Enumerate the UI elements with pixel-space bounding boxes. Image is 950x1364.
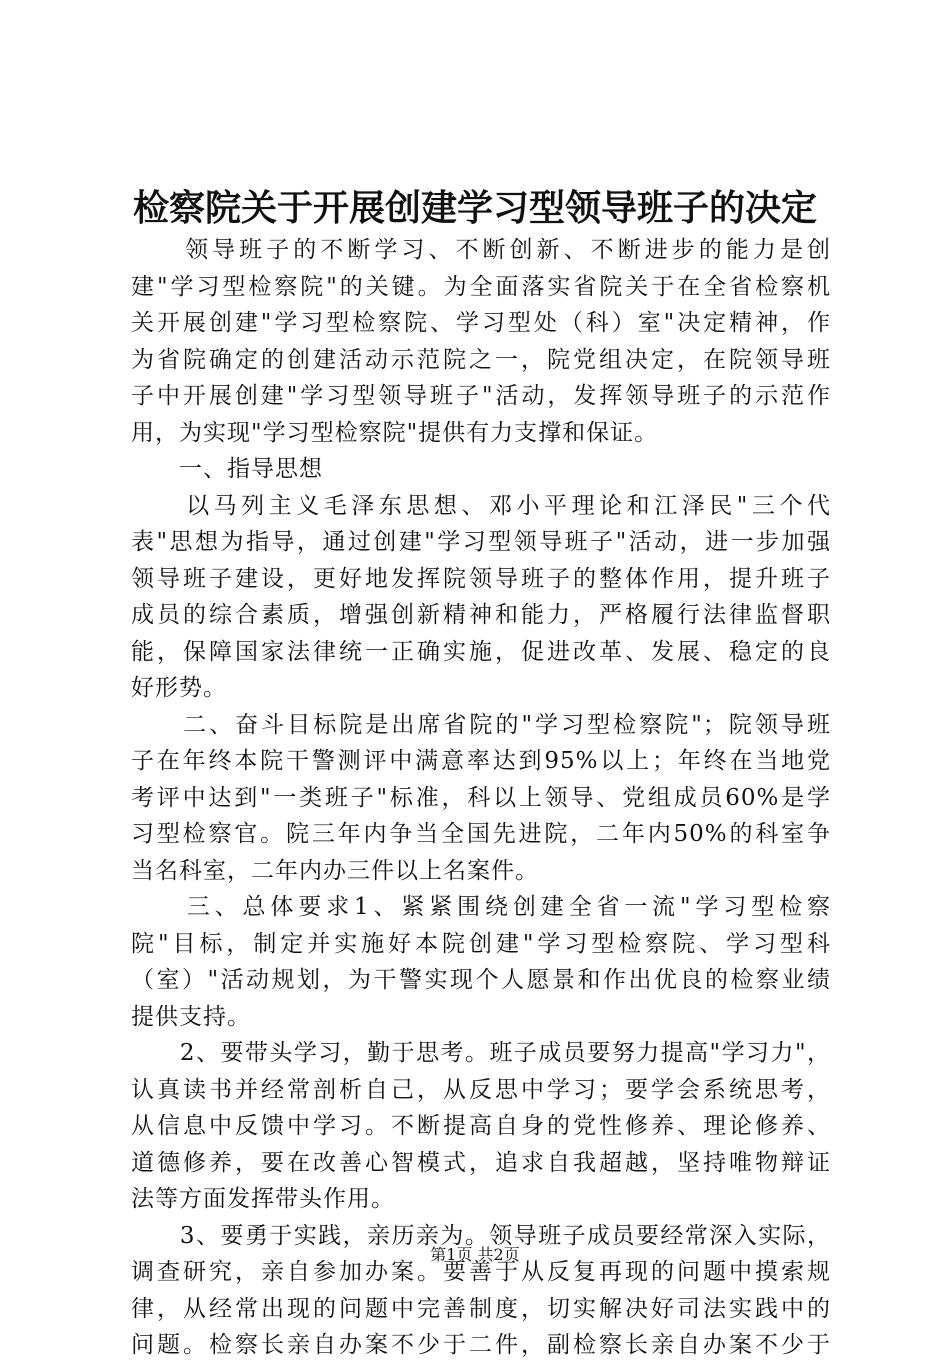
text-line: （室）"活动规划，为干警实现个人愿景和作出优良的检察业绩 [131, 967, 831, 993]
text-line: 三、总体要求1、紧紧围绕创建全省一流"学习型检察 [131, 894, 831, 920]
text-line: 为省院确定的创建活动示范院之一，院党组决定，在院领导班 [131, 346, 831, 373]
text-line: 领导班子的不断学习、不断创新、不断进步的能力是创 [131, 237, 831, 263]
text-line: 好形势。 [131, 675, 227, 701]
text-line: 子在年终本院干警测评中满意率达到95%以上；年终在当地党 [131, 748, 831, 774]
text-line: 子中开展创建"学习型领导班子"活动，发挥领导班子的示范作 [131, 383, 831, 409]
text-line: 考评中达到"一类班子"标准，科以上领导、党组成员60%是学 [131, 784, 831, 811]
text-line: 当名科室，二年内办三件以上名案件。 [131, 857, 539, 884]
text-line: 提供支持。 [131, 1003, 251, 1030]
text-line: 习型检察官。院三年内争当全国先进院，二年内50%的科室争 [131, 821, 831, 847]
text-line: 院"目标，制定并实施好本院创建"学习型检察院、学习型科 [131, 930, 831, 957]
text-line: 成员的综合素质，增强创新精神和能力，严格履行法律监督职 [131, 602, 831, 628]
document-title: 检察院关于开展创建学习型领导班子的决定 [132, 187, 817, 229]
text-line: 法等方面发挥带头作用。 [131, 1186, 395, 1212]
text-line: 用，为实现"学习型检察院"提供有力支撑和保证。 [131, 419, 659, 446]
text-line: 问题。检察长亲自办案不少于二件，副检察长亲自办案不少于 [131, 1332, 831, 1358]
text-line: 一、指导思想 [131, 456, 323, 482]
text-line: 2、要带头学习，勤于思考。班子成员要努力提高"学习力"， [131, 1040, 831, 1066]
text-line: 关开展创建"学习型检察院、学习型处（科）室"决定精神，作 [131, 310, 831, 336]
text-line: 调查研究，亲自参加办案。要善于从反复再现的问题中摸索规 [131, 1259, 831, 1285]
text-line: 能，保障国家法律统一正确实施，促进改革、发展、稳定的良 [131, 638, 831, 665]
page-footer: 第1页 共2页 [430, 1245, 520, 1264]
text-line: 律，从经常出现的问题中完善制度，切实解决好司法实践中的 [131, 1295, 831, 1322]
text-line: 从信息中反馈中学习。不断提高自身的党性修养、理论修养、 [131, 1113, 831, 1139]
text-line: 认真读书并经常剖析自己，从反思中学习；要学会系统思考， [131, 1076, 831, 1103]
text-line: 表"思想为指导，通过创建"学习型领导班子"活动，进一步加强 [131, 529, 831, 555]
text-line: 道德修养，要在改善心智模式，追求自我超越，坚持唯物辩证 [131, 1149, 831, 1176]
text-line: 二、奋斗目标院是出席省院的"学习型检察院"；院领导班 [131, 711, 831, 738]
text-line: 3、要勇于实践，亲历亲为。领导班子成员要经常深入实际， [131, 1222, 831, 1249]
text-line: 领导班子建设，更好地发挥院领导班子的整体作用，提升班子 [131, 565, 831, 592]
document-body [131, 232, 831, 1364]
text-line: 建"学习型检察院"的关键。为全面落实省院关于在全省检察机 [131, 273, 831, 300]
text-line: 以马列主义毛泽东思想、邓小平理论和江泽民"三个代 [131, 492, 831, 519]
